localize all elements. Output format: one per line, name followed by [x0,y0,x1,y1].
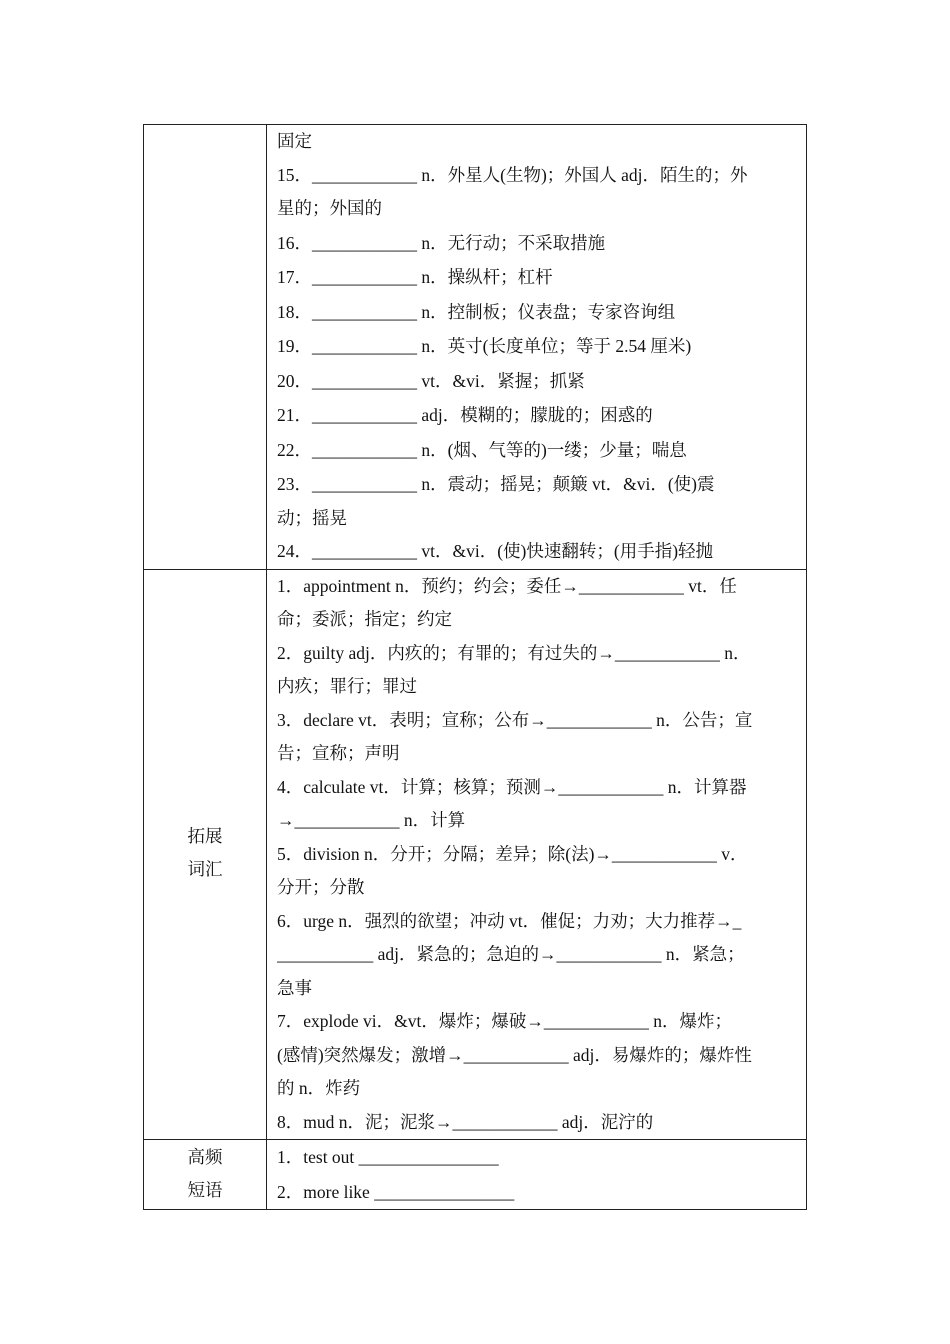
vocab-line: 24．____________ vt．&vi．(使)快速翻转；(用手指)轻抛 [277,541,714,561]
vocab-line: 的 n．炸药 [277,1078,361,1098]
vocab-line: 2．guilty adj．内疚的；有罪的；有过失的→____________ n． [277,642,751,663]
high-freq-phrases-content [267,1140,807,1210]
vocab-line: ___________ adj．紧急的；急迫的→____________ n．紧急； [277,944,745,964]
vocab-line: 17．____________ n．操纵杆；杠杆 [277,267,553,287]
vocab-line: 20．____________ vt．&vi．紧握；抓紧 [277,370,585,391]
core-vocab-row [144,125,807,570]
high-freq-phrases-label-line1: 高频 [187,1147,223,1168]
high-freq-phrases-label-line2: 短语 [187,1180,223,1201]
vocab-line: 19．____________ n．英寸(长度单位；等于 2.54 厘米) [277,336,692,356]
extended-vocab-content [267,569,807,1140]
vocab-line: 1．appointment n．预约；约会；委任→____________ vt．任 [277,575,737,596]
vocab-line: 动；摇晃 [277,507,347,528]
core-vocab-content [267,125,807,570]
vocabulary-table [143,124,807,1210]
extended-vocab-row [144,569,807,1140]
extended-vocab-label-line1: 拓展 [187,827,223,848]
vocab-line: 18．____________ n．控制板；仪表盘；专家咨询组 [277,301,676,322]
vocab-line: 固定 [277,131,312,151]
vocab-line: (感情)突然爆发；激增→____________ adj．易爆炸的；爆炸性 [277,1044,752,1065]
high-freq-phrases-row [144,1140,807,1210]
vocab-line: 告；宣称；声明 [277,743,400,763]
phrase-line: 1．test out ________________ [277,1147,499,1167]
vocab-line: 6．urge n．强烈的欲望；冲动 vt．催促；力劝；大力推荐→_ [277,910,742,931]
vocab-line: 16．____________ n．无行动；不采取措施 [277,232,606,253]
vocab-line: 4．calculate vt．计算；核算；预测→____________ n．计算器 [277,776,747,797]
vocab-line: 23．____________ n．震动；摇晃；颠簸 vt．&vi．(使)震 [277,474,715,494]
vocab-line: 8．mud n．泥；泥浆→____________ adj．泥泞的 [277,1111,654,1132]
vocab-line: 3．declare vt．表明；宣称；公布→____________ n．公告；宣 [277,709,753,730]
vocab-line: 7．explode vi．&vt．爆炸；爆破→____________ n．爆炸； [277,1011,732,1031]
extended-vocab-label [144,569,267,1140]
vocab-line: 15．____________ n．外星人(生物)；外国人 adj．陌生的；外 [277,164,748,185]
vocab-line: 22．____________ n．(烟、气等的)一缕；少量；喘息 [277,439,687,460]
high-freq-phrases-label [144,1140,267,1210]
extended-vocab-label-line2: 词汇 [187,860,223,881]
vocab-line: 急事 [277,977,312,998]
vocab-line: 5．division n．分开；分隔；差异；除(法)→____________ v． [277,843,748,864]
vocab-line: 21．____________ adj．模糊的；朦胧的；困惑的 [277,405,653,425]
vocab-line: →____________ n．计算 [277,810,466,830]
vocab-line: 星的；外国的 [277,198,382,218]
phrase-line: 2．more like ________________ [277,1181,515,1202]
core-vocab-label-cell [144,125,267,570]
vocab-line: 分开；分散 [277,877,365,897]
vocab-line: 命；委派；指定；约定 [277,609,452,629]
vocab-line: 内疚；罪行；罪过 [277,676,417,696]
